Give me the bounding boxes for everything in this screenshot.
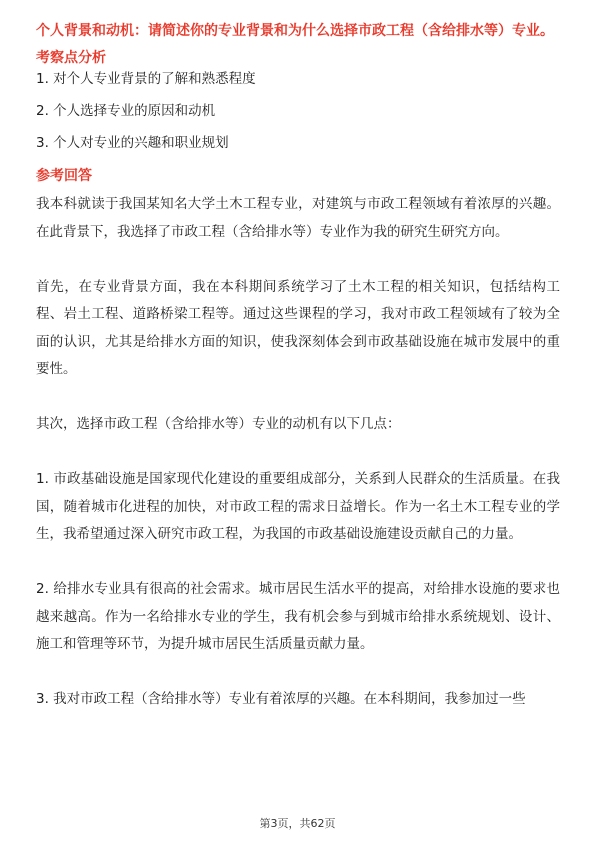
answer-paragraph: 首先，在专业背景方面，我在本科期间系统学习了土木工程的相关知识，包括结构工程、岩土工程、道路桥梁工程等。通过这些课程的学习，我对市政工程领域有了较为全面的认识，尤其是给排水方面的知识，使我深刻体会到市政基础设施在城市发展中的重要性。 [36, 278, 560, 377]
answer-paragraph: 我本科就读于我国某知名大学土木工程专业，对建筑与市政工程领域有着浓厚的兴趣。在此背景下，我选择了市政工程（含给排水等）专业作为我的研究生研究方向。 [36, 196, 560, 240]
answer-paragraph: 2. 给排水专业具有很高的社会需求。城市居民生活水平的提高，对给排水设施的要求也越来越高。作为一名给排水专业的学生，我有机会参与到城市给排水系统规划、设计、施工和管理等环节，为提升城市居民生活质量贡献力量。 [36, 581, 560, 652]
analysis-point: 1. 对个人专业背景的了解和熟悉程度 [36, 71, 256, 87]
page-content [36, 20, 560, 741]
analysis-point: 2. 个人选择专业的原因和动机 [36, 103, 216, 119]
question-heading: 个人背景和动机：请简述你的专业背景和为什么选择市政工程（含给排水等）专业。 [36, 23, 554, 39]
answer-paragraph: 其次，选择市政工程（含给排水等）专业的动机有以下几点： [36, 416, 401, 432]
answer-paragraph: 1. 市政基础设施是国家现代化建设的重要组成部分，关系到人民群众的生活质量。在我国，随着城市化进程的加快，对市政工程的需求日益增长。作为一名土木工程专业的学生，我希望通过深入研究市政工程，为我国的市政基础设施建设贡献自己的力量。 [36, 471, 560, 542]
page-number-footer: 第3页，共62页 [259, 817, 336, 830]
answer-paragraph: 3. 我对市政工程（含给排水等）专业有着浓厚的兴趣。在本科期间，我参加过一些 [36, 691, 526, 707]
answer-heading: 参考回答 [36, 168, 92, 184]
analysis-point: 3. 个人对专业的兴趣和职业规划 [36, 135, 229, 151]
analysis-heading: 考察点分析 [36, 50, 106, 66]
